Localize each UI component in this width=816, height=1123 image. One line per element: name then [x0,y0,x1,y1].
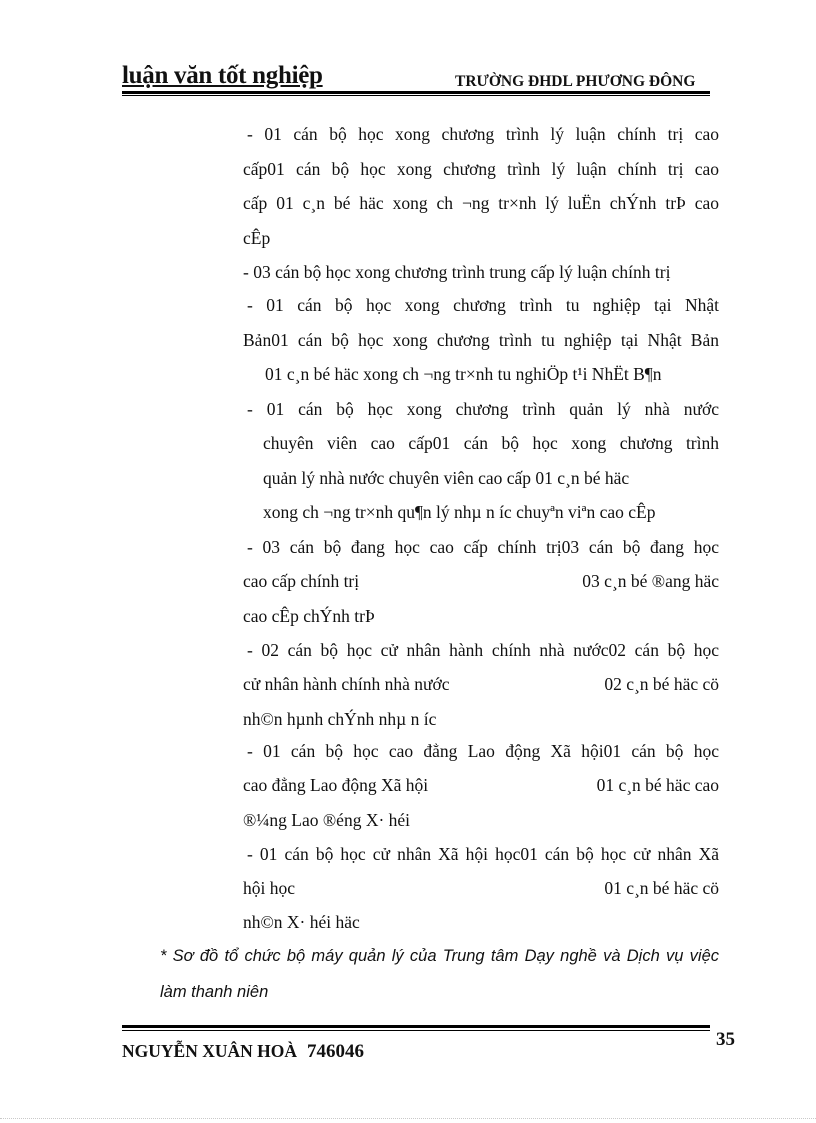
text-line: chuyên viên cao cấp01 cán bộ học xong chương trình [263,433,719,453]
text-segment: 03 c¸n bé ®ang häc [582,571,719,591]
text-line [243,566,719,596]
text-line: nh©n hµnh chÝnh nhµ n íc [243,709,437,729]
text-line: - 02 cán bộ học cử nhân hành chính nhà nước02 cán bộ học [247,640,719,660]
figure-caption-line: * Sơ đồ tổ chức bộ máy quản lý của Trung tâm Dạy nghề và Dịch vụ việc [160,947,719,965]
text-segment: 02 c¸n bé häc cö [604,674,719,694]
footer-author [122,1041,364,1063]
text-segment: 01 c¸n bé häc cö [604,878,719,898]
text-line: - 01 cán bộ học xong chương trình tu nghiệp tại Nhật [247,295,719,315]
text-line: cao cÊp chÝnh trÞ [243,606,375,626]
text-line: - 01 cán bộ học xong chương trình lý luận chính trị cao [247,124,719,144]
text-line: 01 c¸n bé häc xong ch ¬ng tr×nh tu nghiÖp t¹i NhËt B¶n [265,364,662,384]
footer-rule [122,1025,710,1031]
text-line: - 03 cán bộ đang học cao cấp chính trị03 cán bộ đang học [247,537,719,557]
header-rule [122,91,710,96]
text-line [243,873,719,903]
text-line: cấp 01 c¸n bé häc xong ch ¬ng tr×nh lý luËn chÝnh trÞ cao [243,193,719,213]
text-line: cấp01 cán bộ học xong chương trình lý luận chính trị cao [243,159,719,179]
text-line: - 01 cán bộ học xong chương trình quản lý nhà nước [247,399,719,419]
text-line: xong ch ¬ng tr×nh qu¶n lý nhµ n íc chuyªn viªn cao cÊp [263,502,656,522]
page-edge-divider [0,1118,816,1119]
student-id: 746046 [307,1041,364,1062]
text-line: - 03 cán bộ học xong chương trình trung cấp lý luận chính trị [243,262,671,282]
text-segment: 01 c¸n bé häc cao [596,775,719,795]
header-title: luận văn tốt nghiệp [122,62,323,89]
author-name: NGUYỄN XUÂN HOÀ [122,1041,297,1061]
text-line [243,669,719,699]
text-segment: cao cấp chính trị [243,571,360,591]
text-line: - 01 cán bộ học cử nhân Xã hội học01 cán bộ học cử nhân Xã [247,844,719,864]
text-line: - 01 cán bộ học cao đẳng Lao động Xã hội01 cán bộ học [247,741,719,761]
text-segment: cao đẳng Lao động Xã hội [243,775,429,795]
figure-caption-line: làm thanh niên [160,983,269,1001]
text-line [243,770,719,800]
text-line: ®¼ng Lao ®éng X· héi [243,810,411,830]
text-line: nh©n X· héi häc [243,912,360,932]
page-number: 35 [716,1029,735,1050]
text-segment: cử nhân hành chính nhà nước [243,674,450,694]
text-line: cÊp [243,228,271,248]
text-line: quản lý nhà nước chuyên viên cao cấp 01 c¸n bé häc [263,468,630,488]
header-school: TRƯỜNG ĐHDL PHƯƠNG ĐÔNG [455,73,696,90]
text-segment: hội học [243,878,296,898]
text-line: Bản01 cán bộ học xong chương trình tu nghiệp tại Nhật Bản [243,330,719,350]
